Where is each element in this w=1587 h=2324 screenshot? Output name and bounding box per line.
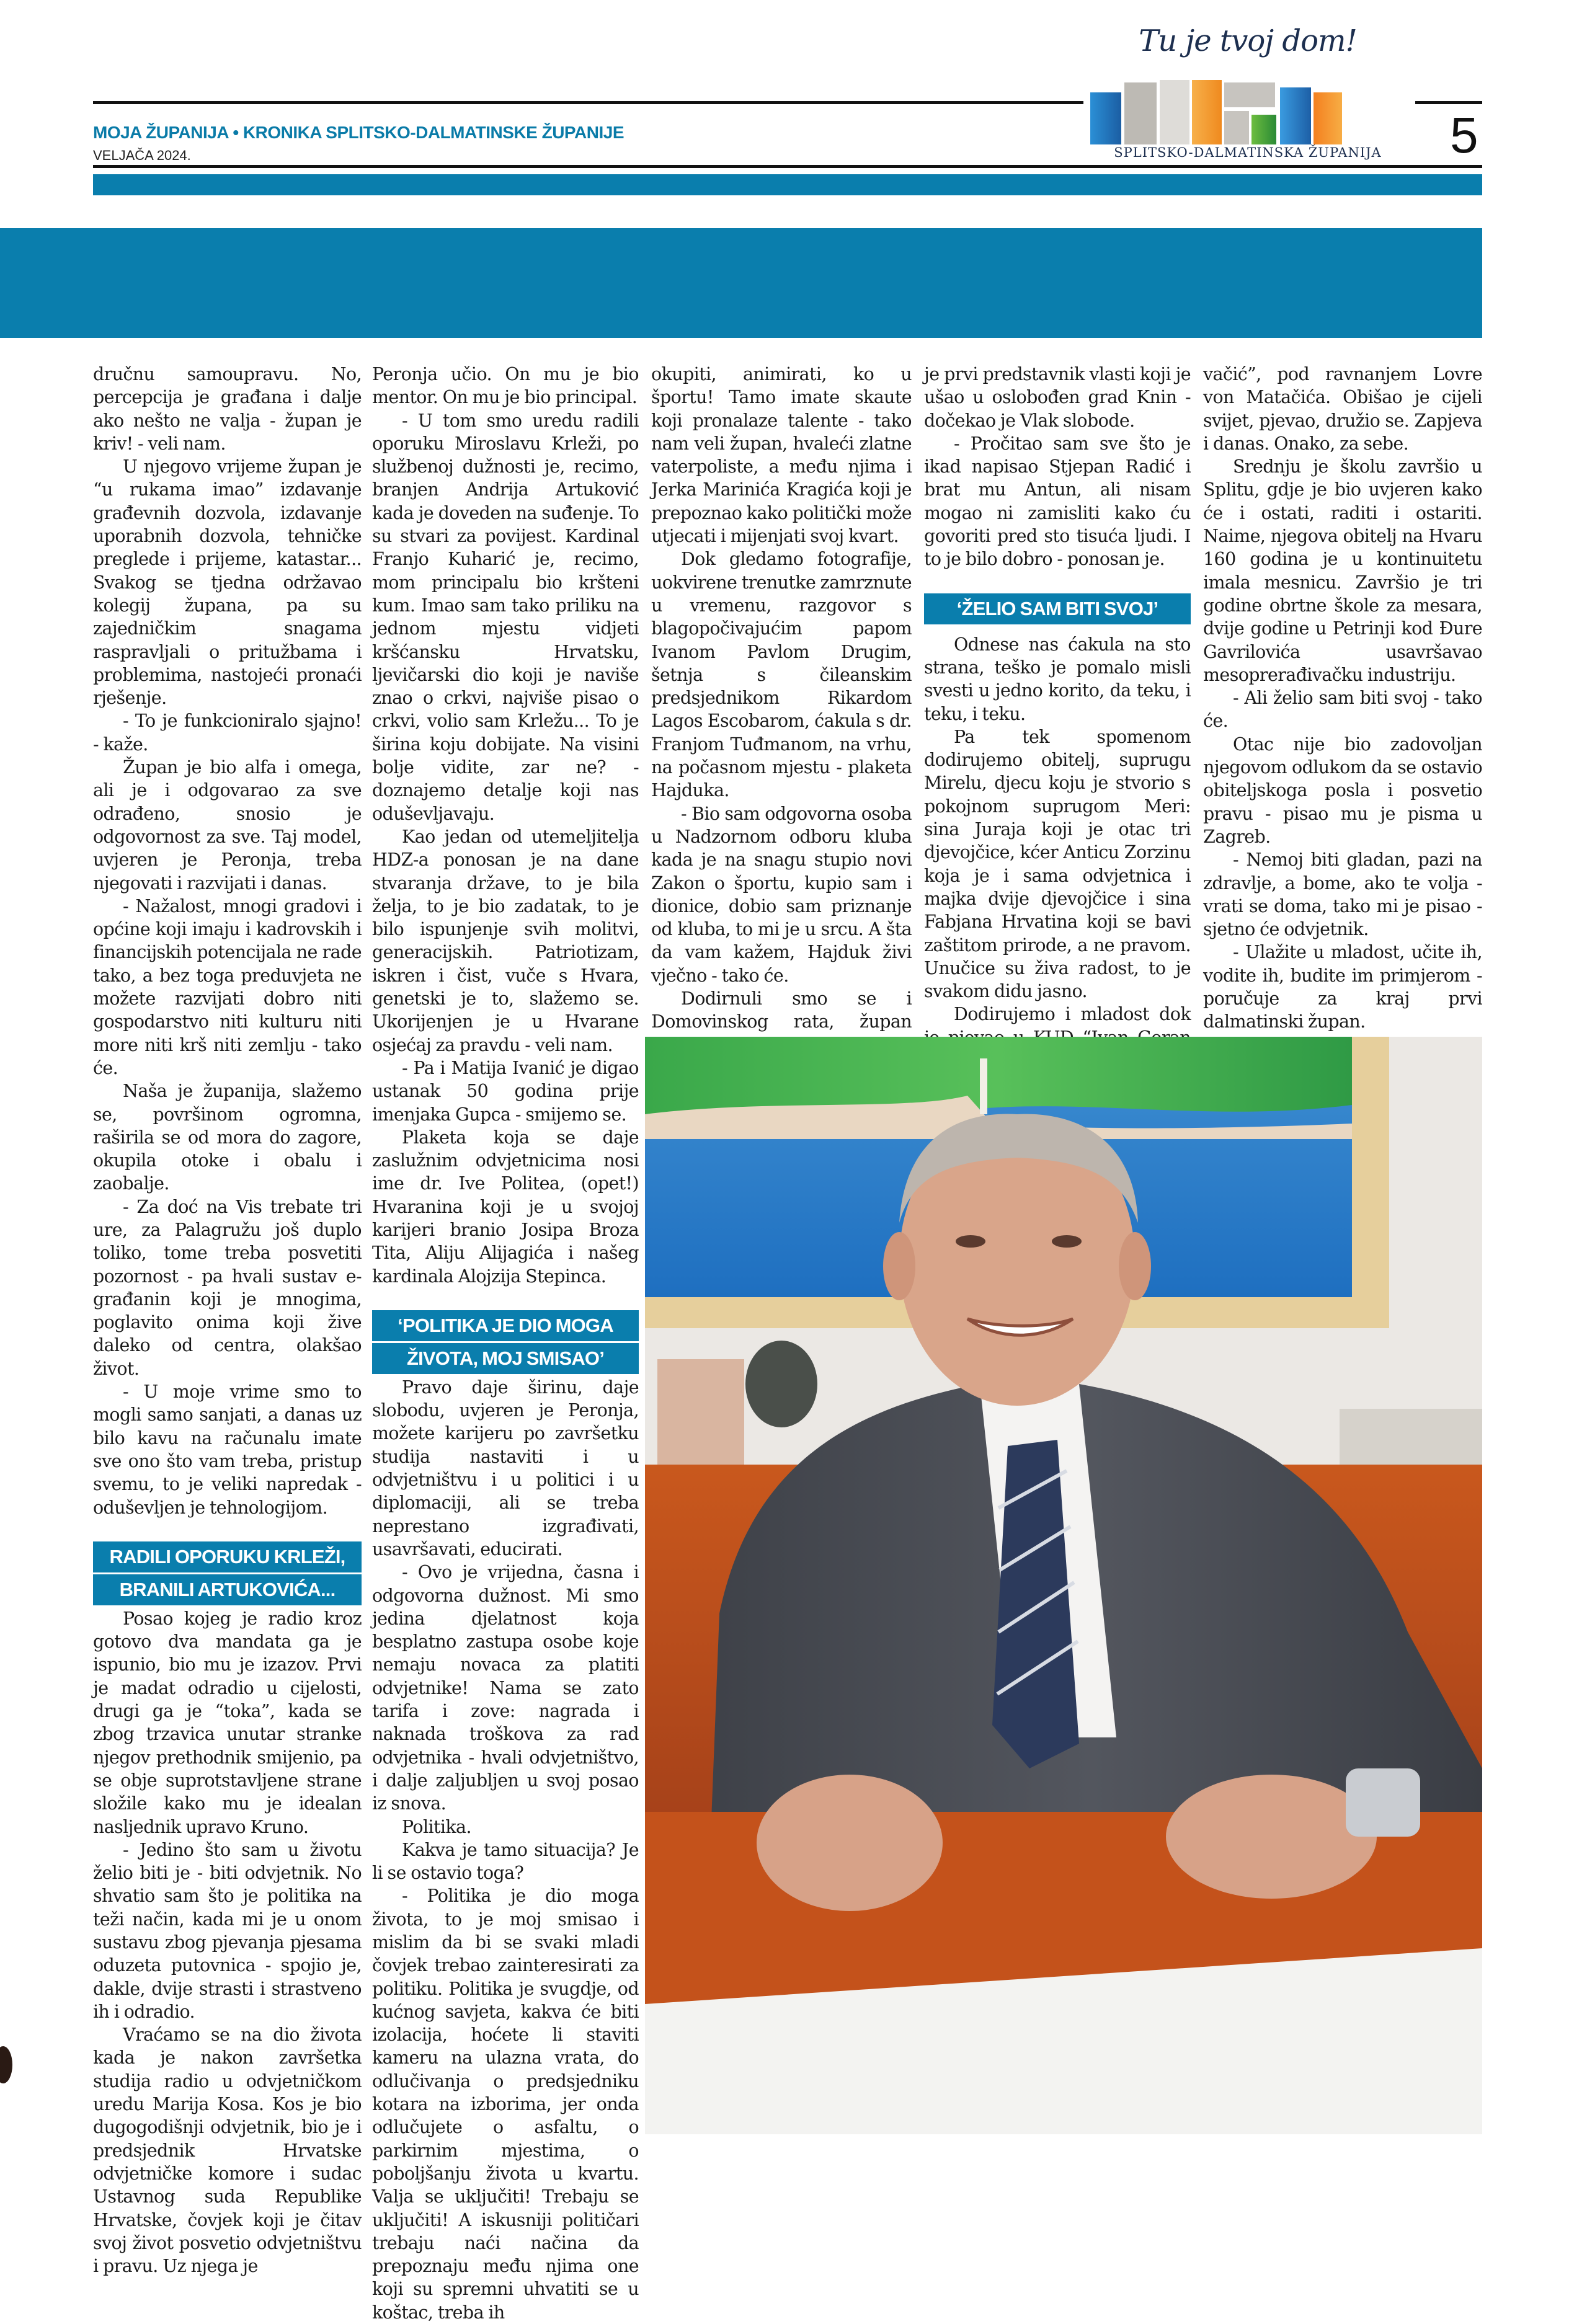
portrait-illustration	[645, 1037, 1482, 2134]
article-paragraph: Dok gledamo fotografije, uokvirene trenutke zamrznute u vremenu, razgovor s blagopočivajućim papom Ivanom Pavlom Drugim, šetnja s čileanskim predsjednikom Rikardom Lagos Escobarom, ćakula s dr. Franjom Tuđmanom, na vrhu, na počasnom mjestu - plaketa Hajduka.	[651, 549, 912, 801]
article-paragraph: - To je funkcioniralo sjajno! - kaže.	[93, 711, 362, 755]
article-paragraph: - Nažalost, mnogi gradovi i općine koji imaju i kadrovskih i financijskih potencijala ne rade tako, a bez toga preduvjeta ne možete razvijati dobro niti gospodarstvo niti kulturu niti more niti krš niti zemlju - tako će.	[93, 895, 362, 1078]
header-band	[0, 228, 1482, 338]
subheading-zelio	[924, 593, 1191, 624]
logo-bar	[1090, 92, 1121, 144]
county-logo	[1087, 17, 1409, 169]
article-paragraph: - U tom smo uredu radili oporuku Miroslavu Krleži, po službenoj dužnosti je, recimo, branjen Andrija Artuković kada je doveden na suđenje. To su stvari za povijest. Kardinal Franjo Kuharić je, recimo, mom principalu bio kršteni kum. Imao sam tako priliku na jednom mjestu vidjeti kršćansku Hrvatsku, ljevičarski dio koji je naviše znao o crkvi, najviše pisao o crkvi, volio sam Krležu... To je širina koju dobijate. Na visini bolje vidite, zar ne? - doznajemo detalje koji nas oduševljavaju.	[372, 410, 639, 824]
framed-photo	[657, 1359, 744, 1465]
page-number: 5	[1450, 107, 1478, 164]
wristwatch	[1346, 1768, 1420, 1837]
article-paragraph: - Ali želio sam biti svoj - tako će.	[1203, 688, 1482, 732]
left-ear	[883, 1232, 915, 1300]
subheading-line: ‘POLITIKA JE DIO MOGA	[372, 1310, 639, 1341]
col4-paragraphs	[924, 363, 1191, 571]
header-top-rule	[93, 101, 1083, 104]
article-paragraph: - Pa i Matija Ivanić je digao ustanak 50 godina prije imenjaka Gupca - smijemo se.	[372, 1057, 639, 1125]
article-column-4	[924, 363, 1191, 1072]
subheading-line: ŽIVOTA, MOJ SMISAO’	[372, 1343, 639, 1374]
article-paragraph: je prvi predstavnik vlasti koji je ušao u oslobođen grad Knin - dočekao je Vlak slobode.	[924, 364, 1191, 431]
article-paragraph: Odnese nas ćakula na sto strana, teško je pomalo misli svesti u jedno korito, da teku, i teku, i teku.	[924, 634, 1191, 724]
logo-slogan: Tu je tvoj dom!	[1139, 24, 1357, 58]
publication-title: MOJA ŽUPANIJA • KRONIKA SPLITSKO-DALMATINSKE ŽUPANIJE	[93, 123, 624, 142]
right-hand	[1166, 1775, 1377, 1899]
left-eye	[956, 1235, 985, 1248]
article-paragraph: - Nemoj biti gladan, pazi na zdravlje, a bome, ako te volja - vrati se doma, tako mi je pisao - sjetno će odvjetnik.	[1203, 849, 1482, 940]
article-paragraph: Politika.	[402, 1816, 471, 1837]
page-edge-mark	[0, 2046, 12, 2083]
article-paragraph: Srednju je školu završio u Splitu, gdje je bio uvjeren kako će i ostati, raditi i ostariti. Naime, njegova obitelj na Hvaru 160 godina je u kontinuitetu imala mesnicu. Završio je tri godine obrtne škole za mesara, dvije godine u Petrinji kod Đure Gavrilovića usavršavao mesoprerađivačku industriju.	[1203, 456, 1482, 685]
subheading-line: ‘ŽELIO SAM BITI SVOJ’	[924, 593, 1191, 624]
accent-bar	[93, 174, 1482, 195]
article-paragraph: Peronja učio. On mu je bio mentor. On mu je bio principal.	[372, 364, 639, 408]
article-paragraph: Kakva je tamo situacija? Je li se ostavio toga?	[372, 1839, 639, 1884]
article-paragraph: Kao jedan od utemeljitelja HDZ-a ponosan je na dane stvaranja države, to je bila želja, to je bio zadatak, to je bilo ispunjenje svih molitvi, generacijskih. Patriotizam, iskren i čist, vuče s Hvara, genetski je to, slažemo se. Ukorijenjen je u Hvarane osjećaj za pravdu - veli nam.	[372, 826, 639, 1055]
left-hand	[757, 1775, 943, 1911]
logo-county-name: SPLITSKO-DALMATINSKA ŽUPANIJA	[1114, 145, 1382, 160]
logo-bar	[1251, 115, 1276, 144]
article-paragraph: Otac nije bio zadovoljan njegovom odlukom da se ostavio obiteljskoga posla i posvetio pravu - pisao mu je pisma u Zagreb.	[1203, 734, 1482, 847]
logo-bar	[1314, 92, 1342, 144]
painting-bell-tower	[980, 1058, 987, 1114]
right-eye	[1052, 1235, 1082, 1248]
article-column-3	[651, 363, 912, 1080]
article-paragraph: Posao kojeg je radio kroz gotovo dva mandata ga je ispunio, bio mu je izazov. Prvi je madat odradio u cijelosti, drugi ga je “toka”, kada se zbog trzavica unutar stranke njegov prethodnik smijenio, pa se obje suprotstavljene strane složile kako mu je idealan nasljednik upravo Kruno.	[93, 1608, 362, 1837]
painting-hills	[645, 1037, 1352, 1117]
article-paragraph: - Ovo je vrijedna, časna i odgovorna dužnost. Mi smo jedina djelatnost koja besplatno zastupa osobe koje nemaju novaca za platiti odvjetnike! Nama se zato tarifa i zove: nagrada i naknada troškova za rad odvjetnika - hvali odvjetništvo, i dalje zaljubljen u svoj posao iz snova.	[372, 1562, 639, 1814]
subheading-line: RADILI OPORUKU KRLEŽI,	[93, 1541, 362, 1572]
article-paragraph: Pravo daje širinu, daje slobodu, uvjeren je Peronja, možete karijeru po završetku studija nastaviti i u odvjetništvu i u politici i u diplomaciji, ali se treba neprestano izgrađivati, usavršavati, educirati.	[372, 1377, 639, 1559]
logo-bars	[1090, 82, 1400, 144]
article-paragraph: - Pročitao sam sve što je ikad napisao Stjepan Radić i brat mu Antun, ali nisam mogao ni zamisliti kako ću govoriti pred sto tisuća ljudi. I to je bilo dobro - ponosan je.	[924, 433, 1191, 570]
col5-paragraphs	[1203, 363, 1482, 1034]
article-paragraph: dručnu samoupravu. No, percepcija je građana i dalje ako nešto ne valja - župan je kriv! - veli nam.	[93, 364, 362, 454]
issue-date: VELJAČA 2024.	[93, 148, 191, 163]
article-paragraph: - U moje vrime smo to mogli samo sanjati, a danas uz bilo kavu na računalu imate sve ono što vam treba, pristup svemu, to je veliki napredak - oduševljen je tehnologijom.	[93, 1382, 362, 1518]
article-paragraph: Naša je županija, slažemo se, površinom ogromna, raširila se od mora do zagore, okupila otoke i obalu i zaobalje.	[93, 1081, 362, 1194]
subheading-politika	[372, 1310, 639, 1374]
article-paragraph: Župan je bio alfa i omega, ali je i odgovarao za sve odrađeno, snosio je odgovornost za sve. Taj model, uvjeren je Peronja, treba njegovati i razvijati i danas.	[93, 757, 362, 894]
col1b-paragraphs	[93, 1607, 362, 2278]
subheading-krleza	[93, 1541, 362, 1605]
logo-bar	[1224, 111, 1249, 144]
article-paragraph: - Ulažite u mladost, učite ih, vodite ih, budite im primjerom - poručuje za kraj prvi dalmatinski župan.	[1203, 942, 1482, 1032]
article-paragraph: - Jedino što sam u životu želio biti je - biti odvjetnik. No shvatio sam što je politika na teži način, kada mi je u onom sustavu zbog pjevanja pjesama oduzeta putovnica - spojio je, dakle, dvije strasti i strastveno ih i odradio.	[93, 1839, 362, 2022]
article-column-5	[1203, 363, 1482, 1034]
logo-bar	[1160, 80, 1189, 144]
article-paragraph: - Bio sam odgovorna osoba u Nadzornom odboru kluba kada je na snagu stupio novi Zakon o športu, kupio sam i dionice, dobio sam priznanje od kluba, to mi je u srcu. A šta da vam kažem, Hajduk živi vječno - tako će.	[651, 803, 912, 986]
article-paragraph: okupiti, animirati, ko u športu! Tamo imate skaute koji pronalaze talente - tako nam veli župan, hvaleći zlatne vaterpoliste, a među njima i Jerka Marinića Kragića koji je prepoznao kako politički može utjecati i mijenjati svoj kvart.	[651, 364, 912, 547]
article-paragraph: vačić”, pod ravnanjem Lovre von Matačića. Obišao je cijeli svijet, pjevao, družio se. Zapjeva i danas. Onako, za sebe.	[1203, 364, 1482, 454]
article-paragraph: Dodirnuli smo se i Domovinskog rata, župan	[651, 988, 912, 1032]
article-paragraph: Plaketa koja se daje zaslužnim odvjetnicima nosi ime dr. Ive Politea, (opet!) Hvaranina koji je u svojoj karijeri branio Josipa Broza Tita, Aliju Alijagića i našeg kardinala Alojzija Stepinca.	[372, 1127, 639, 1287]
col1-paragraphs	[93, 363, 362, 1519]
article-paragraph: - Politika je dio moga života, to je moj smisao i mislim da bi se svaki mladi čovjek trebao zainteresirati za politiku. Politika je svugdje, od kućnog savjeta, kakva će biti izolacija, hoćete li staviti kameru na ulazna vrata, do odlučivanja o predsjedniku kotara na izborima, jer onda odlučujete o asfaltu, o parkirnim mjestima, o poboljšanju života u kvartu. Valja se uključiti! Trebaju se uključiti! A iskusniji političari trebaju naći načina da prepoznaju među njima one koji su spremni uhvatiti se u koštac, treba ih	[372, 1886, 639, 2323]
article-paragraph: U njegovo vrijeme župan je “u rukama imao” izdavanje građevnih dozvola, izdavanje uporabnih dozvola, tehničke preglede i prijeme, katastar... Svakog se tjedna održavao kolegij župana, pa su zajedničkim snagama raspravljali o pritužbama i problemima, nastojeći pronaći rješenje.	[93, 456, 362, 709]
portrait-photo	[645, 1037, 1482, 2134]
logo-bar	[1280, 87, 1311, 144]
logo-bar	[1124, 82, 1157, 144]
article-paragraph: - Za doć na Vis trebate tri ure, za Palagružu još duplo toliko, tome treba posvetiti pozornost - pa hvali sustav e-građanin koji je mnogima, poglavito onima koji žive daleko od centra, olakšao život.	[93, 1196, 362, 1379]
article-paragraph: Vraćamo se na dio života kada je nakon završetka studija radio u odvjetničkom uredu Marija Kosa. Kos je bio dugogodišnji odvjetnik, bio je i predsjednik Hrvatske odvjetničke komore i sudac Ustavnog suda Republike Hrvatske, čovjek koji je čitav svoj život posvetio odvjetništvu i pravu. Uz njega je	[93, 2025, 362, 2277]
logo-bar	[1224, 82, 1275, 107]
bronze-bust	[745, 1341, 817, 1427]
col2b-paragraphs	[372, 1376, 639, 2324]
logo-bar	[1192, 80, 1222, 144]
article-column-1	[93, 363, 362, 2277]
subheading-line: BRANILI ARTUKOVIĆA...	[93, 1574, 362, 1605]
article-column-2	[372, 363, 639, 2324]
article-paragraph: Dodirujemo i mladost dok	[954, 1004, 1191, 1025]
article-paragraph: Pa tek spomenom dodirujemo obitelj, suprugu Mirelu, djecu koju je stvorio s pokojnom suprugom Meri: sina Juraja koji je otac tri djevojčice, kćer Anticu Zorzinu koja je i sama odvjetnica i majka dvije djevojčice i sina Fabjana Hrvatina koji se bavi zaštitom prirode, a ne pravom. Unučice su živa radost, to je svakom didu jasno.	[924, 726, 1191, 1002]
header-top-rule-right	[1415, 101, 1482, 104]
paper-stack	[1340, 1409, 1482, 1465]
col4b-paragraphs	[924, 633, 1191, 1073]
col2-paragraphs	[372, 363, 639, 1288]
col3-paragraphs	[651, 363, 912, 1080]
right-ear	[1119, 1232, 1151, 1300]
